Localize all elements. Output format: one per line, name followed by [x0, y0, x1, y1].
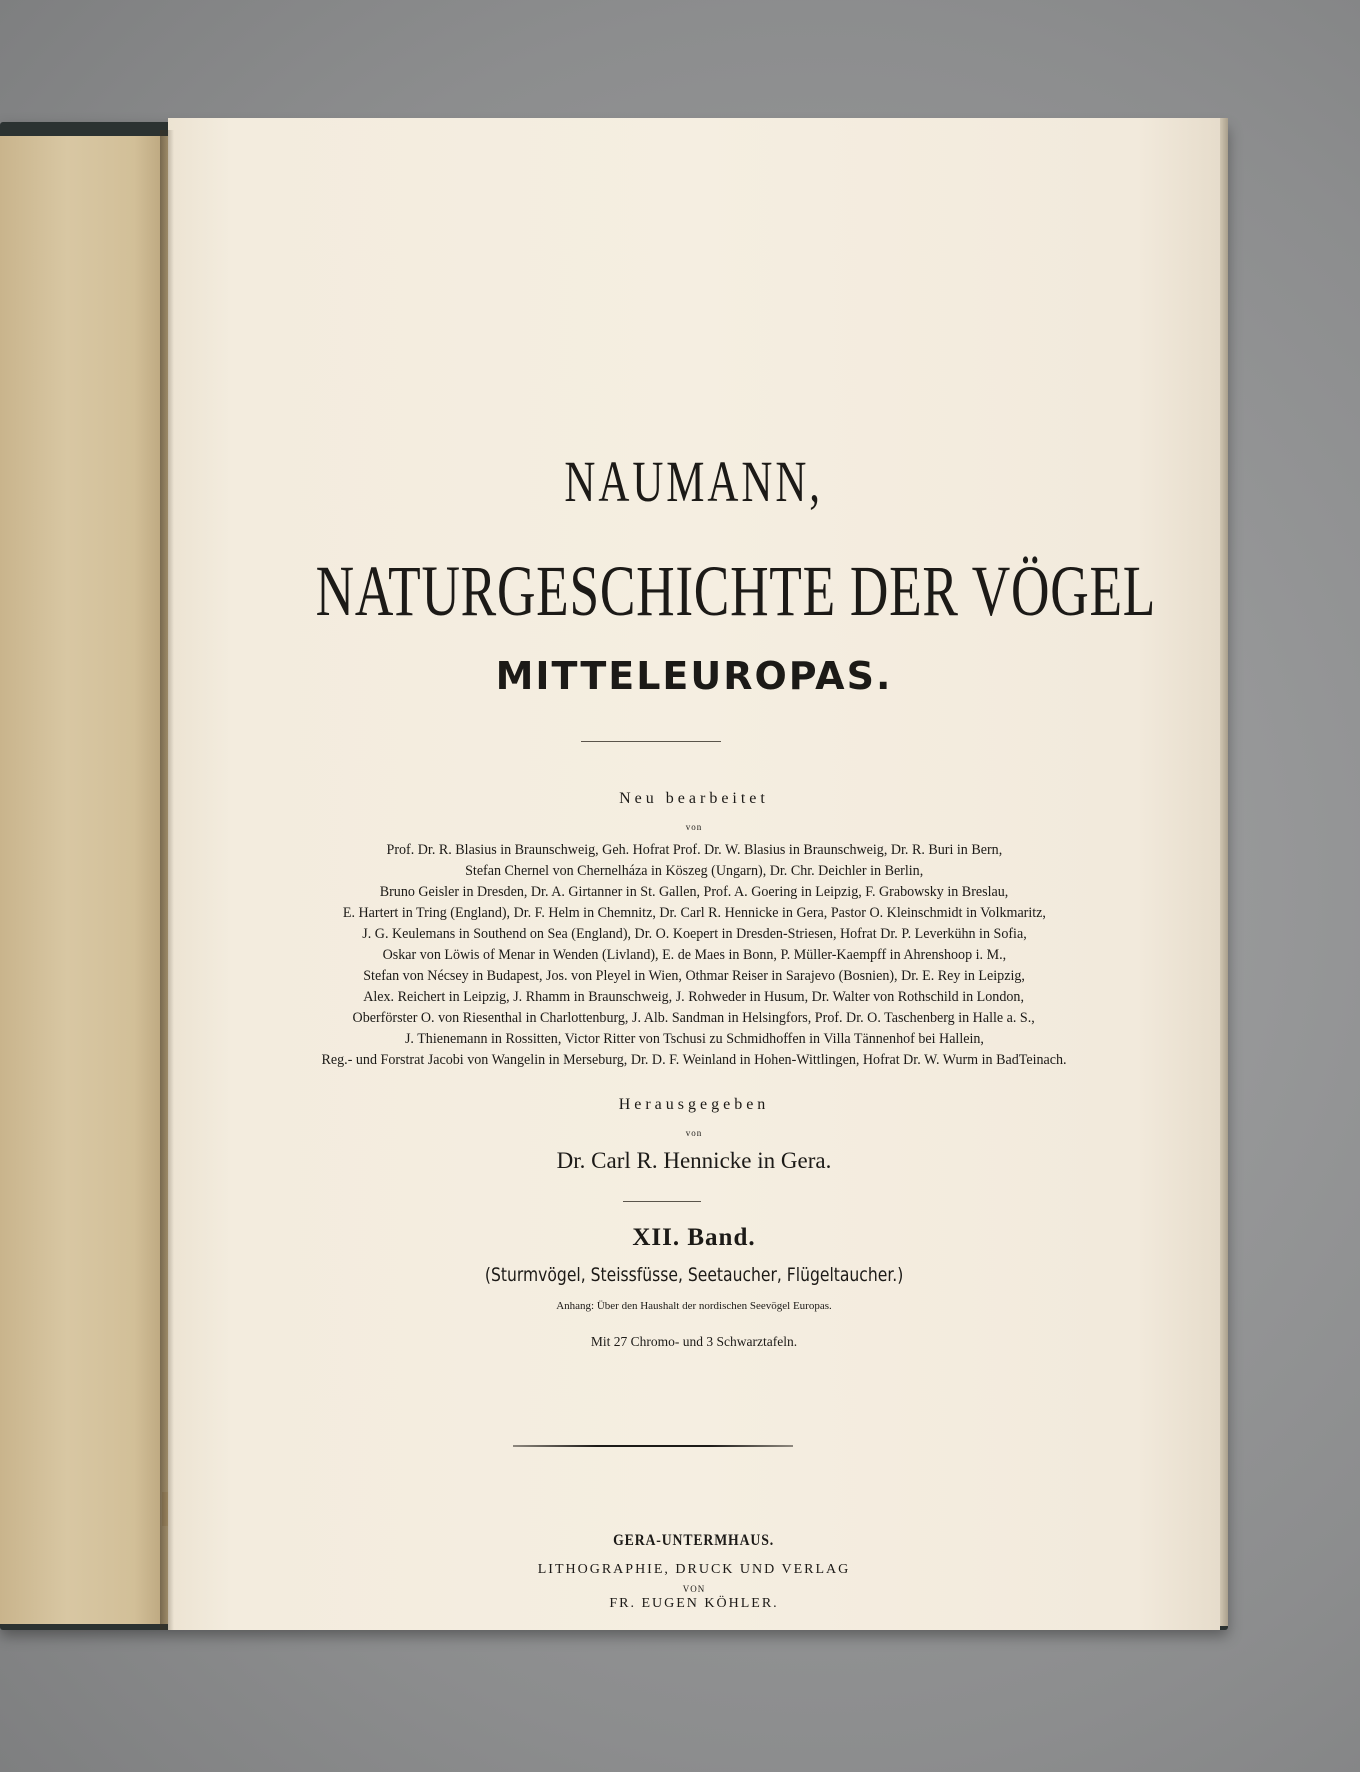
- title-page: [168, 118, 1220, 1630]
- contributor-line: Stefan von Nécsey in Budapest, Jos. von Pleyel in Wien, Othmar Reiser in Sarajevo (Bosnien), Dr. E. Rey in Leipzig,: [363, 968, 1025, 984]
- contributor-line: Alex. Reichert in Leipzig, J. Rhamm in Braunschweig, J. Rohweder in Husum, Dr. Walter von Rothschild in London,: [363, 989, 1025, 1005]
- imprint-place: GERA-UNTERMHAUS.: [613, 1532, 775, 1549]
- appendix-note: Anhang: Über den Haushalt der nordischen Seevögel Europas.: [556, 1300, 832, 1312]
- divider-rule: [581, 741, 721, 742]
- editor-name: Dr. Carl R. Hennicke in Gera.: [556, 1148, 832, 1173]
- von-label: VON: [682, 1584, 706, 1594]
- left-endpaper: [0, 136, 168, 1624]
- von-label: von: [685, 822, 703, 832]
- edited-by-label: Herausgegeben: [618, 1096, 770, 1113]
- publisher-name: FR. EUGEN KÖHLER.: [609, 1596, 779, 1611]
- contributor-line: Stefan Chernel von Chernelháza in Köszeg (Ungarn), Dr. Chr. Deichler in Berlin,: [464, 863, 924, 879]
- divider-rule: [623, 1201, 701, 1202]
- von-label: von: [685, 1128, 703, 1138]
- revised-by-label: Neu bearbeitet: [619, 790, 769, 807]
- bird-groups: (Sturmvögel, Steissfüsse, Seetaucher, Flügeltaucher.): [484, 1264, 904, 1286]
- contributor-line: E. Hartert in Tring (England), Dr. F. Helm in Chemnitz, Dr. Carl R. Hennicke in Gera, Pastor O. Kleinschmidt in Volkmaritz,: [342, 905, 1046, 921]
- contributor-line: Prof. Dr. R. Blasius in Braunschweig, Geh. Hofrat Prof. Dr. W. Blasius in Braunschweig, Dr. R. Buri in Bern,: [386, 842, 1002, 858]
- imprint-printing: LITHOGRAPHIE, DRUCK UND VERLAG: [537, 1562, 851, 1577]
- contributor-line: J. G. Keulemans in Southend on Sea (England), Dr. O. Koepert in Dresden-Striesen, Hofrat Dr. P. Leverkühn in Sofia,: [361, 926, 1027, 942]
- contributor-line: Oskar von Löwis of Menar in Wenden (Livland), E. de Maes in Bonn, P. Müller-Kaempff in Ahrenshoop i. M.,: [382, 947, 1006, 963]
- contributor-list: [198, 840, 1190, 1071]
- contributor-line: Oberförster O. von Riesenthal in Charlottenburg, J. Alb. Sandman in Helsingfors, Prof. Dr. O. Taschenberg in Halle a. S.,: [352, 1010, 1036, 1026]
- contributor-line: Reg.- und Forstrat Jacobi von Wangelin in Merseburg, Dr. D. F. Weinland in Hohen-Wittlingen, Hofrat Dr. W. Wurm in BadTeinach.: [321, 1052, 1067, 1068]
- author-name: NAUMANN,: [564, 449, 824, 514]
- ornamental-rule: [513, 1445, 793, 1447]
- contributor-line: Bruno Geisler in Dresden, Dr. A. Girtanner in St. Gallen, Prof. A. Goering in Leipzig, F. Grabowsky in Breslau,: [379, 884, 1009, 900]
- page-gutter-shadow: [160, 130, 174, 1630]
- plates-note: Mit 27 Chromo- und 3 Schwarztafeln.: [590, 1334, 798, 1349]
- contributor-line: J. Thienemann in Rossitten, Victor Ritter von Tschusi zu Schmidhoffen in Villa Tännenhof bei Hallein,: [404, 1031, 984, 1047]
- book-subtitle: MITTELEUROPAS.: [495, 654, 893, 698]
- volume-number: XII. Band.: [632, 1224, 756, 1251]
- book-title: NATURGESCHICHTE DER VÖGEL: [315, 551, 1157, 631]
